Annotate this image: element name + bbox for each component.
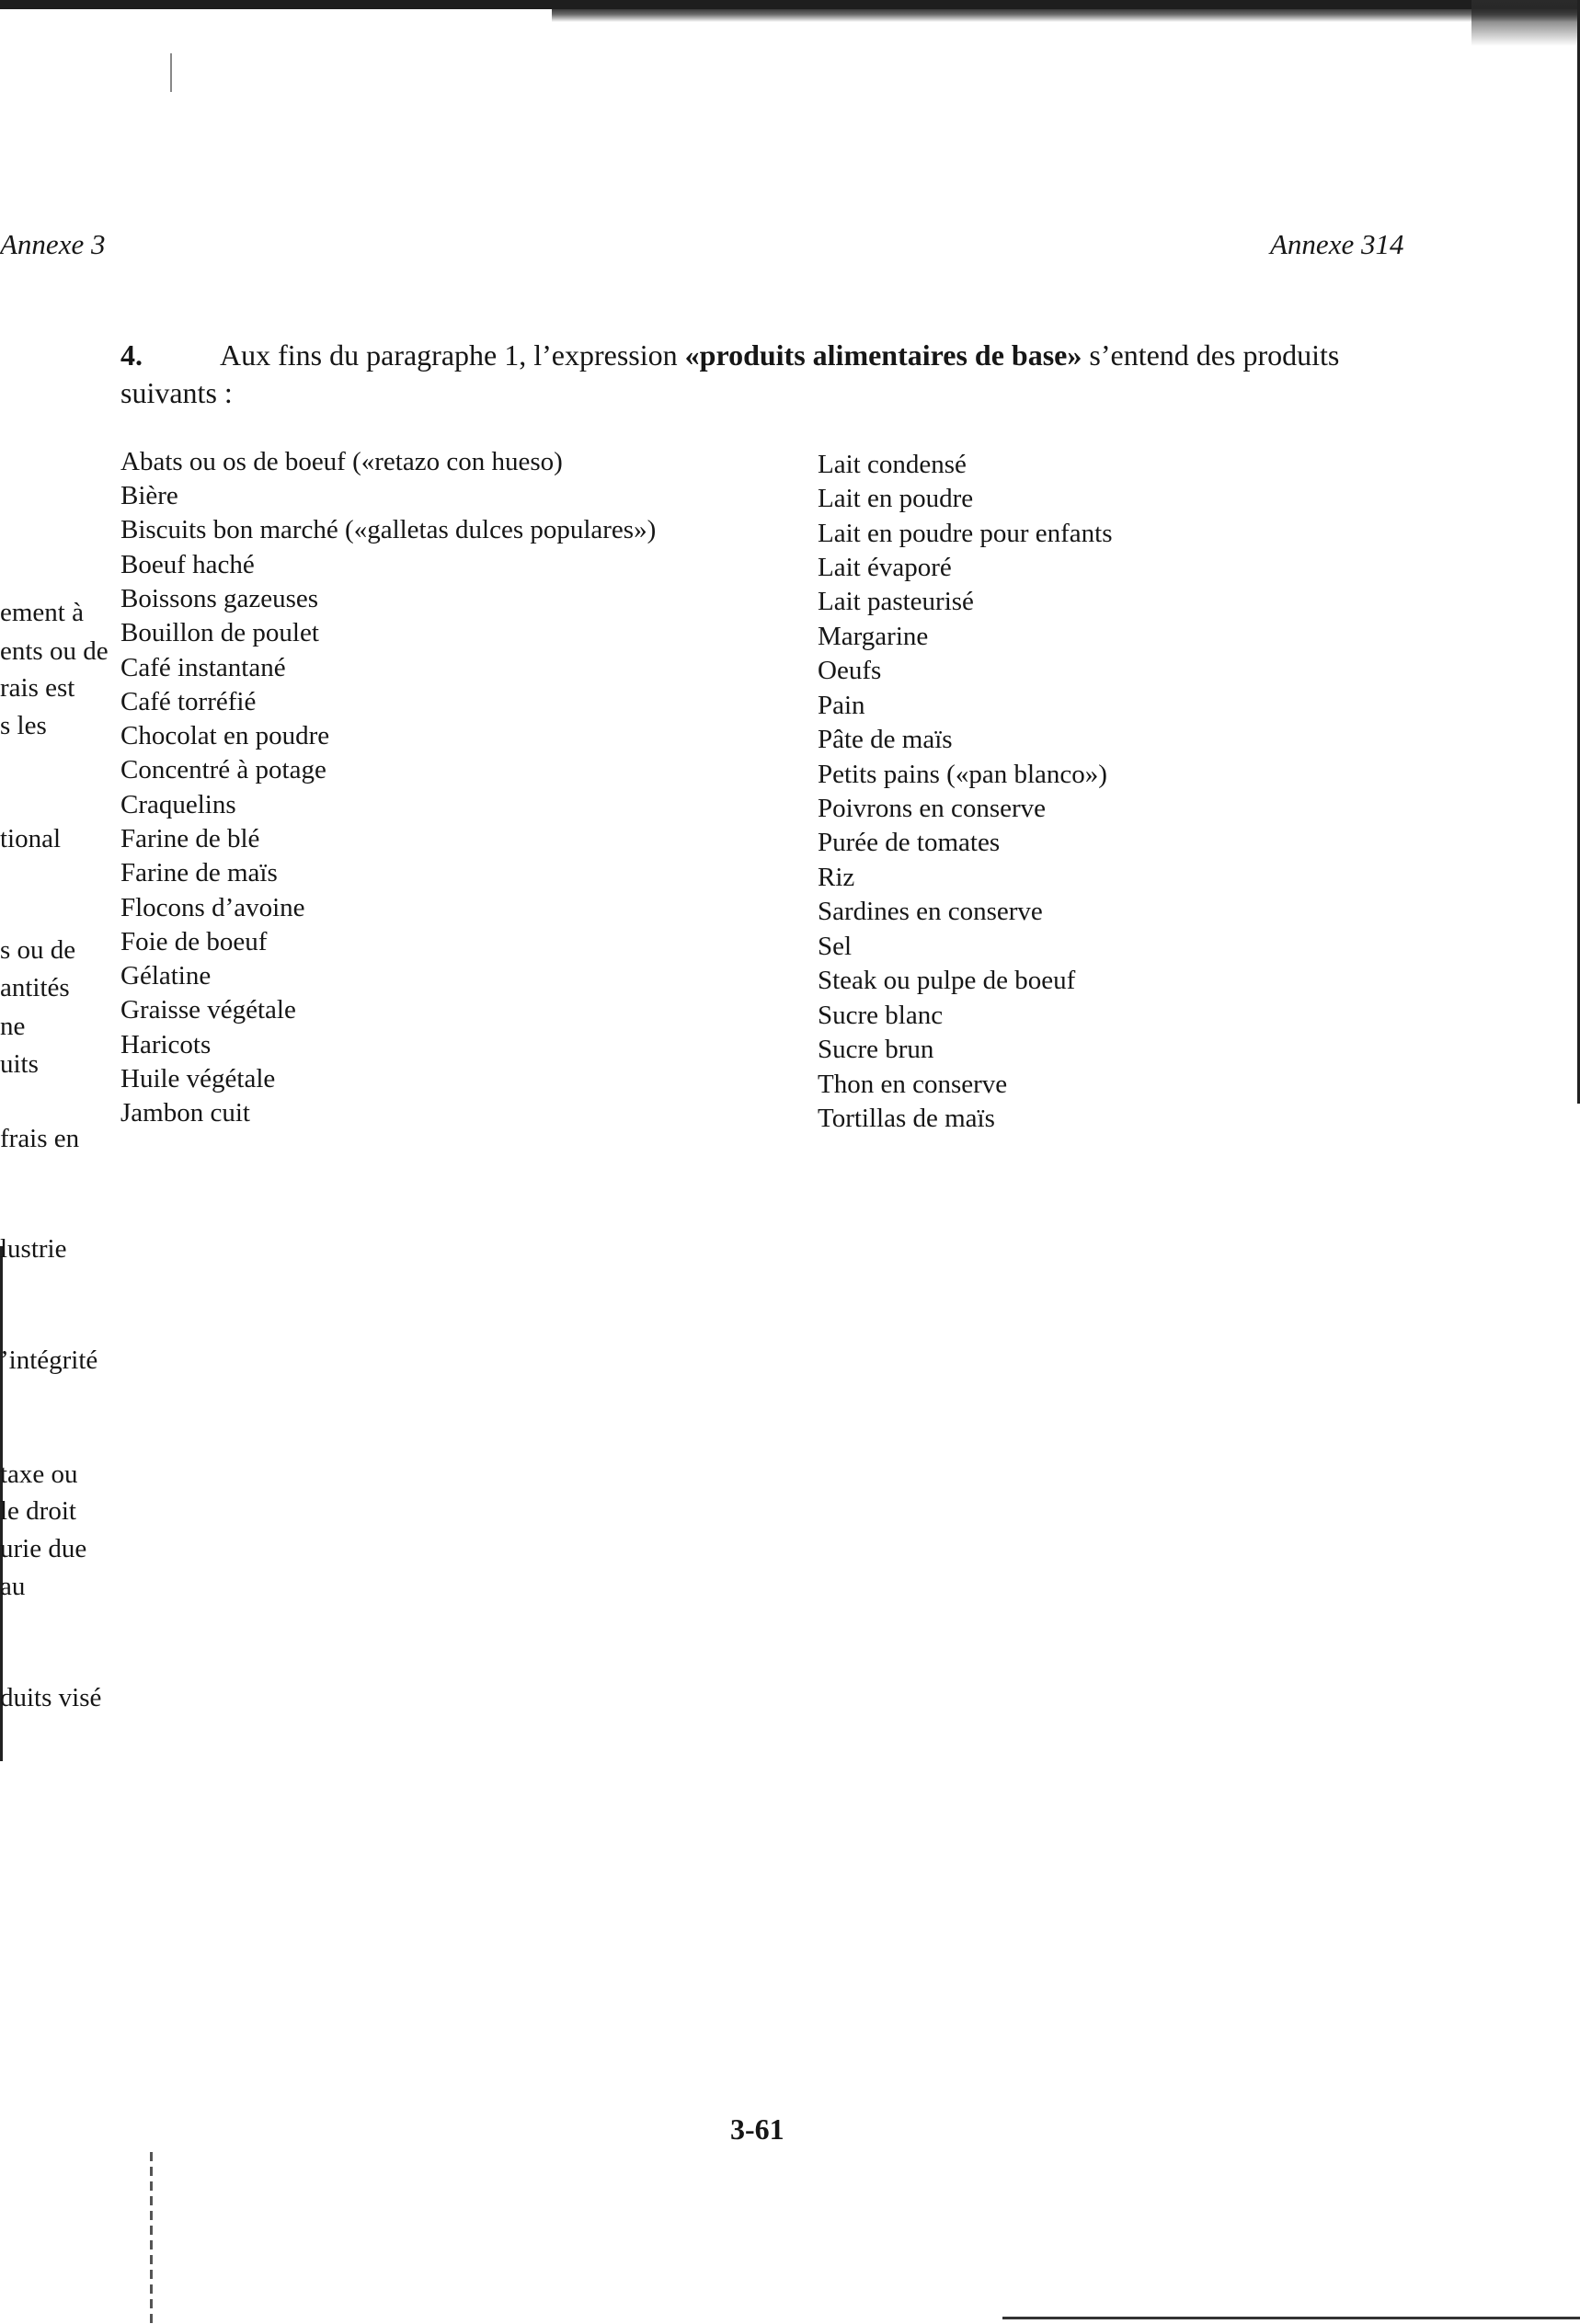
paragraph-4 <box>120 337 1436 412</box>
list-item: Poivrons en conserve <box>818 794 1047 823</box>
list-item: Chocolat en poudre <box>120 721 330 750</box>
margin-fragment: frais en <box>0 1124 80 1153</box>
running-header-left: Annexe 3 <box>0 228 106 260</box>
list-item: Petits pains («pan blanco») <box>818 760 1107 789</box>
list-item: Farine de blé <box>120 824 260 853</box>
margin-fragment: s ou de <box>0 935 76 965</box>
margin-fragment: au <box>0 1572 26 1601</box>
list-item: Sel <box>818 932 853 961</box>
list-item: Riz <box>818 863 855 892</box>
list-item: Graisse végétale <box>120 995 296 1025</box>
margin-fragment: tional <box>0 824 62 853</box>
list-item: Bouillon de poulet <box>120 618 319 647</box>
margin-fragment: ne <box>0 1012 26 1041</box>
list-item: Farine de maïs <box>120 858 278 887</box>
margin-fragment: taxe ou <box>0 1460 78 1489</box>
page-number: 3-61 <box>730 2112 784 2146</box>
list-item: Pain <box>818 691 865 720</box>
list-item: Flocons d’avoine <box>120 893 305 922</box>
margin-fragment: urie due <box>0 1534 87 1563</box>
paragraph-text-before: Aux fins du paragraphe 1, l’expression <box>220 338 685 372</box>
list-item: Steak ou pulpe de boeuf <box>818 966 1076 995</box>
running-header-right: Annexe 314 <box>1270 228 1404 260</box>
list-item: Sucre brun <box>818 1035 934 1064</box>
defined-term: «produits alimentaires de base» <box>684 338 1082 372</box>
margin-fragment: rais est <box>0 673 75 703</box>
margin-fragment: ’intégrité <box>0 1345 98 1375</box>
margin-fragment: lustrie <box>0 1234 67 1264</box>
margin-fragment: ement à <box>0 598 84 627</box>
list-item: Tortillas de maïs <box>818 1104 995 1133</box>
list-item: Pâte de maïs <box>818 725 953 754</box>
list-item: Boeuf haché <box>120 550 255 579</box>
scan-artifact-corner <box>1471 0 1580 46</box>
scan-artifact-top-gradient <box>552 9 1580 22</box>
list-item: Lait évaporé <box>818 553 952 582</box>
scan-artifact-mark <box>170 53 172 92</box>
list-item: Jambon cuit <box>120 1098 250 1128</box>
list-item: Bière <box>120 481 178 510</box>
list-item: Lait en poudre <box>818 484 974 513</box>
list-item: Lait pasteurisé <box>818 587 974 616</box>
list-item: Foie de boeuf <box>120 927 268 956</box>
margin-fragment: ents ou de <box>0 636 109 666</box>
list-item: Café torréfié <box>120 687 257 716</box>
scan-artifact-dashed-line <box>150 2152 153 2324</box>
list-item: Margarine <box>818 622 929 651</box>
list-item: Craquelins <box>120 790 236 819</box>
list-item: Concentré à potage <box>120 755 326 784</box>
list-item: Purée de tomates <box>818 828 1001 857</box>
list-item: Abats ou os de boeuf («retazo con hueso) <box>120 447 563 476</box>
list-item: Sardines en conserve <box>818 897 1043 926</box>
list-item: Biscuits bon marché («galletas dulces populares») <box>120 515 657 544</box>
list-item: Oeufs <box>818 656 882 685</box>
list-item: Lait condensé <box>818 450 967 479</box>
margin-fragment: le droit <box>0 1496 76 1526</box>
margin-fragment: s les <box>0 711 47 740</box>
margin-fragment: duits visé <box>0 1683 102 1712</box>
list-item: Sucre blanc <box>818 1001 944 1030</box>
scan-artifact-top <box>0 0 1580 9</box>
paragraph-text-after: s’entend des produits suivants : <box>120 338 1340 409</box>
margin-fragment: antités <box>0 973 70 1002</box>
margin-fragment: uits <box>0 1049 39 1079</box>
scan-artifact-bottom-line <box>1002 2317 1580 2319</box>
paragraph-number: 4. <box>120 338 143 372</box>
list-item: Gélatine <box>120 961 212 990</box>
list-item: Café instantané <box>120 653 286 682</box>
list-item: Thon en conserve <box>818 1070 1008 1099</box>
list-item: Lait en poudre pour enfants <box>818 519 1113 548</box>
list-item: Haricots <box>120 1030 212 1059</box>
list-item: Boissons gazeuses <box>120 584 319 613</box>
list-item: Huile végétale <box>120 1064 276 1093</box>
